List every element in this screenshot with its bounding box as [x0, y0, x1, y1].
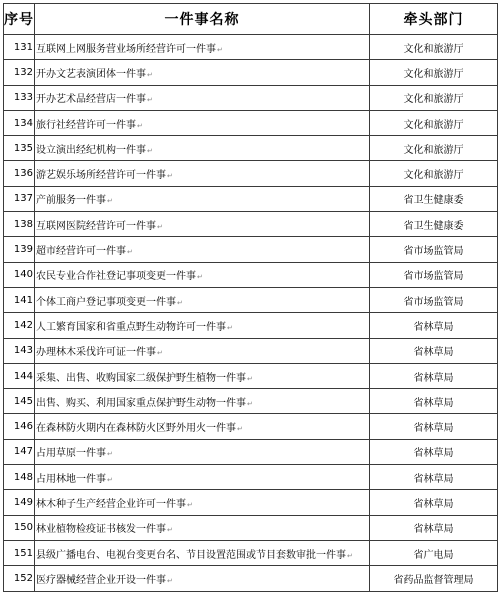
- table-row: [4, 540, 498, 565]
- row-name-cell: [35, 566, 370, 591]
- row-dept: 省市场监管局: [370, 287, 498, 312]
- table-row: [4, 515, 498, 540]
- table-body: [4, 35, 498, 592]
- paragraph-mark-icon: ↵: [147, 146, 153, 155]
- row-index: 142: [4, 313, 35, 338]
- row-dept: 省林草局: [370, 465, 498, 490]
- table-row: [4, 465, 498, 490]
- row-name: 采集、出售、收购国家二级保护野生植物一件事: [36, 372, 246, 384]
- paragraph-mark-icon: ↵: [197, 273, 203, 282]
- row-name-cell: [35, 389, 370, 414]
- row-name: 出售、购买、利用国家重点保护野生动物一件事: [36, 397, 246, 409]
- table-row: [4, 389, 498, 414]
- row-index: 143: [4, 338, 35, 363]
- table-row: [4, 566, 498, 591]
- row-index: 140: [4, 262, 35, 287]
- row-name-cell: [35, 262, 370, 287]
- table-row: [4, 186, 498, 211]
- table-row: [4, 490, 498, 515]
- row-name-cell: [35, 136, 370, 161]
- row-index: 148: [4, 465, 35, 490]
- row-name-cell: [35, 60, 370, 85]
- row-index: 131: [4, 35, 35, 60]
- row-dept: 省市场监管局: [370, 237, 498, 262]
- paragraph-mark-icon: ↵: [167, 576, 173, 585]
- row-name-cell: [35, 110, 370, 135]
- row-name: 占用草原一件事: [36, 448, 106, 460]
- table-row: [4, 85, 498, 110]
- paragraph-mark-icon: ↵: [127, 248, 133, 257]
- row-index: 139: [4, 237, 35, 262]
- row-index: 137: [4, 186, 35, 211]
- row-dept: 文化和旅游厅: [370, 110, 498, 135]
- row-name: 超市经营许可一件事: [36, 246, 126, 258]
- row-index: 136: [4, 161, 35, 186]
- table-row: [4, 237, 498, 262]
- table-row: [4, 414, 498, 439]
- row-name-cell: [35, 465, 370, 490]
- row-index: 141: [4, 287, 35, 312]
- row-dept: 文化和旅游厅: [370, 161, 498, 186]
- table-row: [4, 161, 498, 186]
- row-dept: 省林草局: [370, 338, 498, 363]
- row-name-cell: [35, 186, 370, 211]
- row-name: 产前服务一件事: [36, 195, 106, 207]
- row-name: 开办文艺表演团体一件事: [36, 68, 146, 80]
- table-row: [4, 338, 498, 363]
- row-name-cell: [35, 439, 370, 464]
- row-name-cell: [35, 85, 370, 110]
- row-name-cell: [35, 212, 370, 237]
- paragraph-mark-icon: ↵: [217, 45, 223, 54]
- row-name: 医疗器械经营企业开设一件事: [36, 574, 166, 586]
- paragraph-mark-icon: ↵: [137, 121, 143, 130]
- row-index: 133: [4, 85, 35, 110]
- row-name-cell: [35, 515, 370, 540]
- row-dept: 省林草局: [370, 515, 498, 540]
- row-name: 个体工商户登记事项变更一件事: [36, 296, 176, 308]
- table-row: [4, 313, 498, 338]
- row-dept: 文化和旅游厅: [370, 136, 498, 161]
- row-dept: 省林草局: [370, 389, 498, 414]
- paragraph-mark-icon: ↵: [107, 475, 113, 484]
- paragraph-mark-icon: ↵: [167, 172, 173, 181]
- paragraph-mark-icon: ↵: [237, 425, 243, 434]
- row-name-cell: [35, 363, 370, 388]
- paragraph-mark-icon: ↵: [157, 222, 163, 231]
- row-dept: 文化和旅游厅: [370, 35, 498, 60]
- paragraph-mark-icon: ↵: [147, 96, 153, 105]
- header-dept: 牵头部门: [370, 4, 498, 35]
- paragraph-mark-icon: ↵: [247, 399, 253, 408]
- paragraph-mark-icon: ↵: [107, 197, 113, 206]
- row-name: 开办艺术品经营店一件事: [36, 94, 146, 106]
- row-dept: 省药品监督管理局: [370, 566, 498, 591]
- row-name: 林业植物检疫证书核发一件事: [36, 524, 166, 536]
- row-name: 互联网医院经营许可一件事: [36, 220, 156, 232]
- row-dept: 文化和旅游厅: [370, 60, 498, 85]
- row-name: 游艺娱乐场所经营许可一件事: [36, 170, 166, 182]
- row-dept: 省广电局: [370, 540, 498, 565]
- table-row: [4, 363, 498, 388]
- row-dept: 省林草局: [370, 313, 498, 338]
- row-name: 农民专业合作社登记事项变更一件事: [36, 271, 196, 283]
- paragraph-mark-icon: ↵: [177, 298, 183, 307]
- paragraph-mark-icon: ↵: [107, 450, 113, 459]
- row-index: 132: [4, 60, 35, 85]
- paragraph-mark-icon: ↵: [157, 349, 163, 358]
- row-index: 152: [4, 566, 35, 591]
- header-index: 序号: [4, 4, 35, 35]
- table-header-row: [4, 4, 498, 35]
- paragraph-mark-icon: ↵: [347, 551, 353, 560]
- row-dept: 省市场监管局: [370, 262, 498, 287]
- row-dept: 省林草局: [370, 490, 498, 515]
- row-dept: 省林草局: [370, 439, 498, 464]
- paragraph-mark-icon: ↵: [167, 526, 173, 535]
- table-row: [4, 439, 498, 464]
- row-index: 135: [4, 136, 35, 161]
- row-name: 人工繁育国家和省重点野生动物许可一件事: [36, 321, 226, 333]
- row-name: 林木种子生产经营企业许可一件事: [36, 498, 186, 510]
- row-index: 134: [4, 110, 35, 135]
- row-name-cell: [35, 540, 370, 565]
- row-dept: 文化和旅游厅: [370, 85, 498, 110]
- row-name-cell: [35, 35, 370, 60]
- table-row: [4, 60, 498, 85]
- row-dept: 省卫生健康委: [370, 186, 498, 211]
- row-index: 151: [4, 540, 35, 565]
- row-index: 138: [4, 212, 35, 237]
- row-name: 旅行社经营许可一件事: [36, 119, 136, 131]
- row-dept: 省卫生健康委: [370, 212, 498, 237]
- table-row: [4, 136, 498, 161]
- row-name-cell: [35, 414, 370, 439]
- paragraph-mark-icon: ↵: [187, 500, 193, 509]
- row-dept: 省林草局: [370, 363, 498, 388]
- row-name: 设立演出经纪机构一件事: [36, 144, 146, 156]
- row-name-cell: [35, 161, 370, 186]
- row-name: 办理林木采伐许可证一件事: [36, 347, 156, 359]
- row-name-cell: [35, 237, 370, 262]
- paragraph-mark-icon: ↵: [147, 70, 153, 79]
- row-index: 150: [4, 515, 35, 540]
- row-name-cell: [35, 338, 370, 363]
- table-row: [4, 212, 498, 237]
- row-name-cell: [35, 287, 370, 312]
- table-row: [4, 110, 498, 135]
- table-row: [4, 262, 498, 287]
- paragraph-mark-icon: ↵: [247, 374, 253, 383]
- row-index: 144: [4, 363, 35, 388]
- row-name: 县级广播电台、电视台变更台名、节目设置范围或节目套数审批一件事: [36, 549, 346, 561]
- row-index: 149: [4, 490, 35, 515]
- row-name: 在森林防火期内在森林防火区野外用火一件事: [36, 423, 236, 435]
- items-table: [3, 3, 498, 592]
- header-name: 一件事名称: [35, 4, 370, 35]
- row-index: 145: [4, 389, 35, 414]
- row-index: 146: [4, 414, 35, 439]
- table-row: [4, 287, 498, 312]
- row-index: 147: [4, 439, 35, 464]
- paragraph-mark-icon: ↵: [227, 323, 233, 332]
- row-name: 占用林地一件事: [36, 473, 106, 485]
- row-name-cell: [35, 490, 370, 515]
- row-dept: 省林草局: [370, 414, 498, 439]
- table-row: [4, 35, 498, 60]
- row-name: 互联网上网服务营业场所经营许可一件事: [36, 43, 216, 55]
- row-name-cell: [35, 313, 370, 338]
